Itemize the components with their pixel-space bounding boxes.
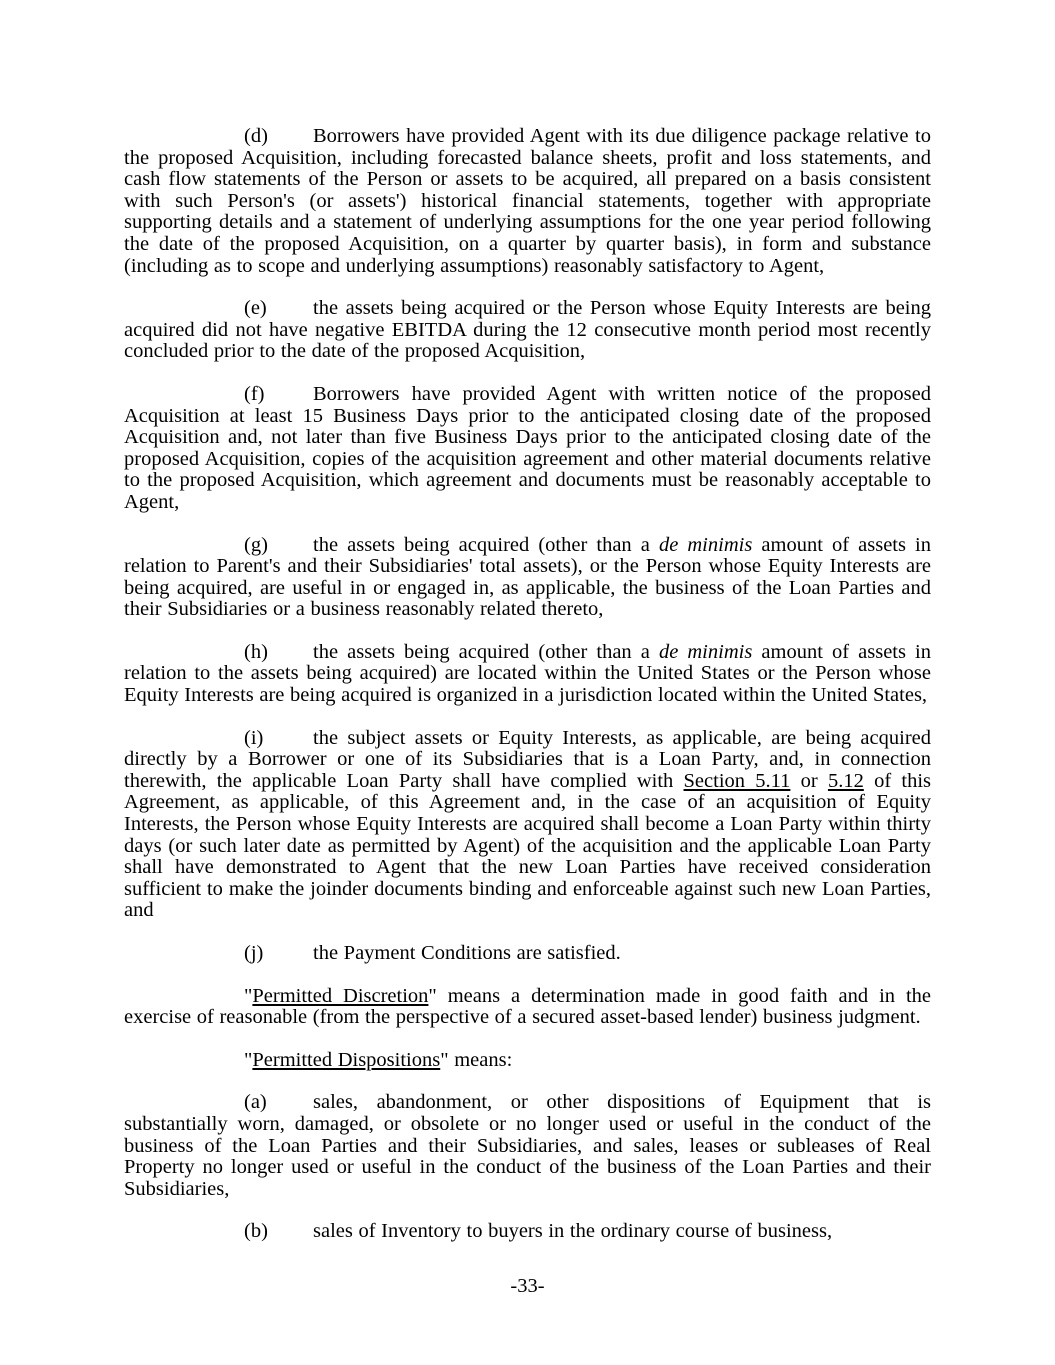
text-segment: the assets being acquired (other than a [313, 533, 659, 556]
paragraph-label: (g) [244, 533, 268, 556]
text-segment: " means a determination made in good faith and in the exercise of reasonable (from the perspective of a secured asset-based lender) business judgment. [124, 984, 931, 1029]
list-paragraph [124, 642, 931, 707]
paragraph-label: (a) [244, 1091, 267, 1114]
paragraph-label: (f) [244, 382, 265, 405]
definition-paragraph [124, 986, 931, 1029]
paragraph-label: (h) [244, 640, 268, 663]
paragraph-label: (d) [244, 125, 268, 147]
text-segment: 5.12 [827, 769, 864, 792]
list-paragraph [124, 126, 931, 277]
text-segment: " [244, 984, 253, 1007]
text-segment: " [244, 1048, 253, 1071]
text-segment: sales, abandonment, or other dispositions of Equipment that is substantially worn, damaged, or obsolete or no longer used or useful in the conduct of the business of the Loan Parties and their Subsidiaries, and sales, leases or subleases of Real Property no longer used or useful in the conduct of the business of the Loan Parties and their Subsidiaries, [124, 1091, 931, 1200]
text-segment: the Payment Conditions are satisfied. [313, 942, 621, 964]
text-segment: Section 5.11 [683, 769, 791, 792]
document-body [124, 126, 931, 1264]
text-segment: the assets being acquired (other than a [313, 640, 659, 663]
definition-paragraph [124, 1050, 931, 1072]
paragraph-label: (e) [244, 297, 267, 320]
page-number: -33- [510, 1275, 545, 1297]
text-segment: the assets being acquired or the Person whose Equity Interests are being acquired did not have negative EBITDA during the 12 consecutive month period most recently concluded prior to the date of the proposed Acquisition, [124, 297, 931, 363]
text-segment: Borrowers have provided Agent with its due diligence package relative to the proposed Acquisition, including forecasted balance sheets, profit and loss statements, and cash flow statements of the Person or assets to be acquired, all prepared on a basis consistent with such Person's (or assets') historical financial statements, together with appropriate supporting details and a statement of underlying assumptions for the one year period following the date of the proposed Acquisition, on a quarter by quarter basis), in form and substance (including as to scope and underlying assumptions) reasonably satisfactory to Agent, [124, 125, 931, 277]
text-segment: amount of assets in relation to Parent's and their Subsidiaries' total assets), or the Person whose Equity Interests are being acquired, are useful in or engaged in, as applicable, the business of the Loan Parties and their Subsidiaries or a business reasonably related thereto, [124, 533, 932, 621]
text-segment: de minimis [658, 640, 753, 663]
text-segment: sales of Inventory to buyers in the ordinary course of business, [313, 1220, 833, 1243]
text-segment: Permitted Dispositions [252, 1048, 441, 1071]
list-paragraph [124, 1092, 931, 1200]
list-paragraph [124, 1221, 931, 1243]
list-paragraph [124, 943, 931, 965]
list-paragraph [124, 298, 931, 363]
paragraph-label: (i) [244, 726, 264, 749]
text-segment: Borrowers have provided Agent with written notice of the proposed Acquisition at least 15 Business Days prior to the anticipated closing date of the proposed Acquisition and, not later than five Business Days prior to the anticipated closing date of the proposed Acquisition, copies of the acquisition agreement and other material documents relative to the proposed Acquisition, which agreement and documents must be reasonably acceptable to Agent, [124, 382, 931, 513]
list-paragraph [124, 384, 931, 514]
text-segment: of this Agreement, as applicable, of this Agreement and, in the case of an acquisition of Equity Interests, the Person whose Equity Interests are acquired shall become a Loan Party within thirty days (or such later date as permitted by Agent) of the acquisition and the applicable Loan Party shall have demonstrated to Agent that the new Loan Parties have received consideration sufficient to make the joinder documents binding and enforceable against such new Loan Parties, and [124, 769, 932, 922]
list-paragraph [124, 535, 931, 621]
text-segment: or [790, 769, 828, 792]
text-segment: amount of assets in relation to the assets being acquired) are located within the United States or the Person whose Equity Interests are being acquired is organized in a jurisdiction located within the United States, [124, 640, 932, 707]
text-segment: Permitted Discretion [252, 984, 429, 1007]
text-segment: de minimis [658, 533, 753, 556]
paragraph-label: (j) [244, 942, 264, 964]
text-segment: " means: [440, 1048, 513, 1071]
list-paragraph [124, 728, 931, 922]
paragraph-label: (b) [244, 1220, 268, 1243]
text-segment: the subject assets or Equity Interests, as applicable, are being acquired directly by a Borrower or one of its Subsidiaries that is a Loan Party, and, in connection therewith, the applicable Loan Party shall have complied with [124, 726, 931, 792]
